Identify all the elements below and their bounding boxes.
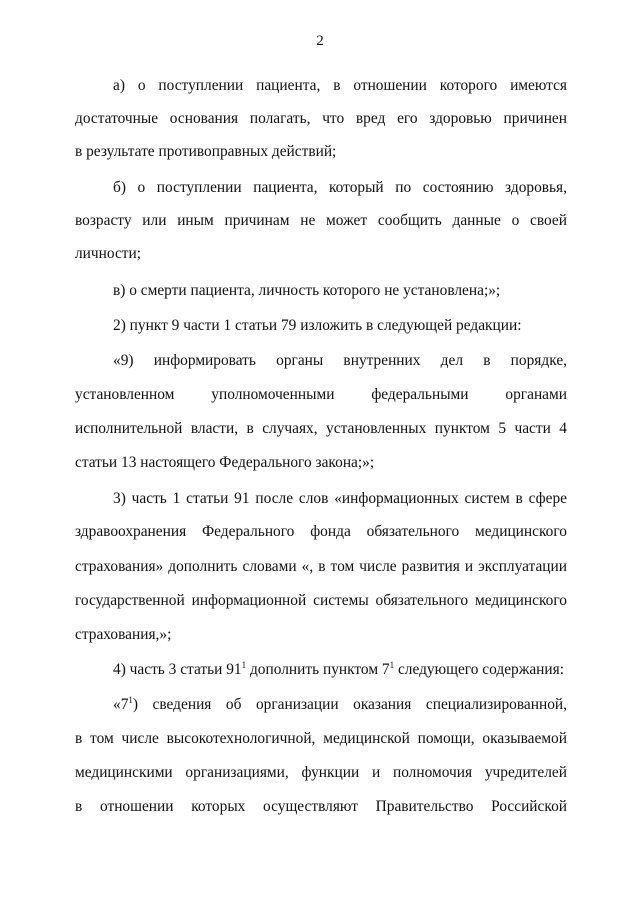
- text-span: следующего содержания:: [394, 661, 565, 678]
- paragraph-line: в том числе высокотехнологичной, медицинской помощи, оказываемой: [75, 730, 567, 747]
- paragraph-line: государственной информационной системы обязательного медицинского: [75, 592, 567, 609]
- paragraph-line: статьи 13 настоящего Федерального закона;»;: [75, 454, 375, 471]
- paragraph-line: «9) информировать органы внутренних дел в порядке,: [113, 352, 567, 369]
- paragraph-line: возрасту или иным причинам не может сообщить данные о своей: [75, 212, 567, 229]
- paragraph-line: страхования,»;: [75, 626, 172, 643]
- paragraph-line: [113, 696, 567, 714]
- paragraph-line: [113, 661, 567, 679]
- text-span: [113, 696, 133, 714]
- superscript: 1: [389, 659, 395, 670]
- paragraph-line: в) о смерти пациента, личность которого не установлена;»;: [113, 282, 501, 299]
- paragraph-line: 2) пункт 9 части 1 статьи 79 изложить в следующей редакции:: [113, 317, 522, 334]
- paragraph-line: здравоохранения Федерального фонда обязательного медицинского: [75, 523, 567, 540]
- superscript: 1: [128, 694, 133, 705]
- paragraph-line: исполнительной власти, в случаях, установленных пунктом 5 части 4: [75, 420, 567, 437]
- paragraph-line: б) о поступлении пациента, который по состоянию здоровья,: [113, 179, 567, 196]
- paragraph-line: 3) часть 1 статьи 91 после слов «информационных систем в сфере: [113, 490, 567, 507]
- paragraph-line: а) о поступлении пациента, в отношении которого имеются: [113, 77, 567, 94]
- text-span: ) сведения об организации оказания специализированной,: [132, 696, 567, 713]
- paragraph-line: установленном уполномоченными федеральными органами: [75, 386, 567, 403]
- text-span: «7: [113, 696, 129, 713]
- superscript: 1: [241, 659, 247, 670]
- paragraph-line: в результате противоправных действий;: [75, 143, 337, 160]
- paragraph-line: страхования» дополнить словами «, в том числе развития и эксплуатации: [75, 558, 567, 575]
- text-span: дополнить пунктом 7: [246, 661, 390, 678]
- paragraph-line: в отношении которых осуществляют Правительство Российской: [75, 798, 567, 815]
- text-span: 4) часть 3 статьи 91: [113, 661, 242, 678]
- paragraph-line: личности;: [75, 245, 142, 262]
- page-number: 2: [316, 33, 324, 49]
- paragraph-line: достаточные основания полагать, что вред его здоровью причинен: [75, 110, 567, 127]
- paragraph-line: медицинскими организациями, функции и полномочия учредителей: [75, 764, 567, 781]
